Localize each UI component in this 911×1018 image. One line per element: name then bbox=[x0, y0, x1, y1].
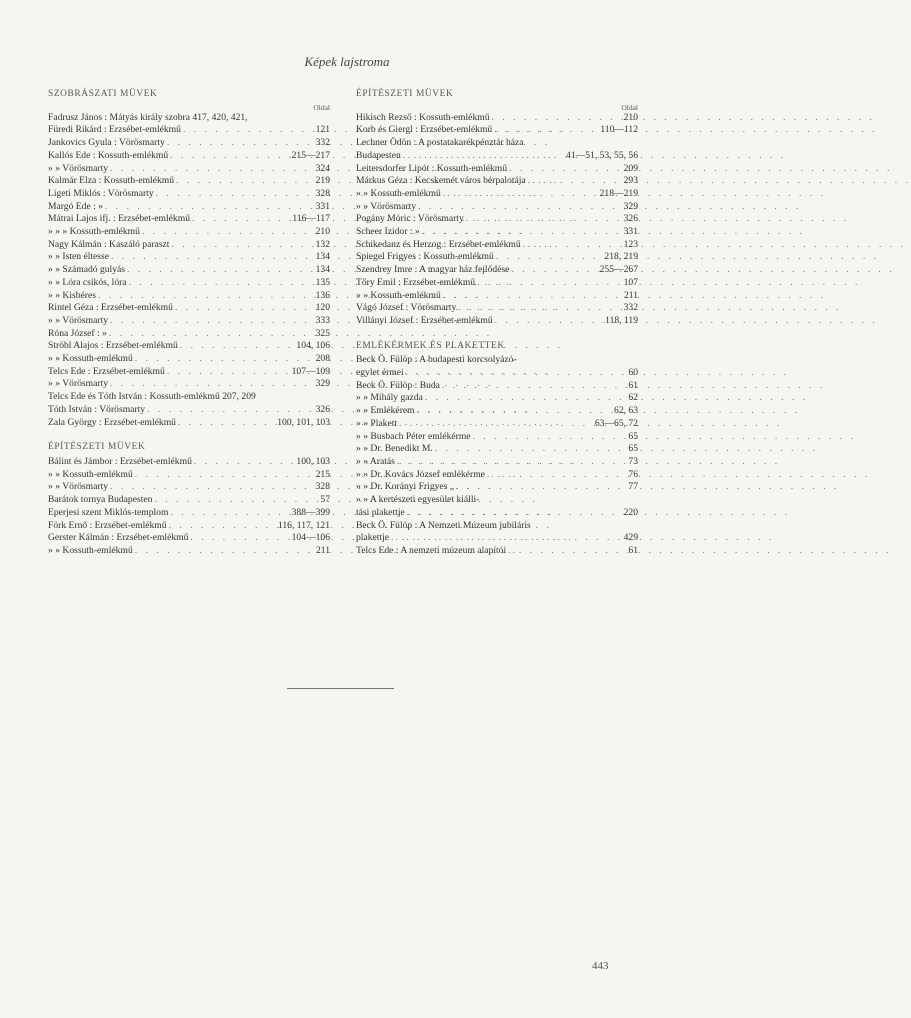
dot-leader bbox=[135, 545, 314, 558]
index-entry bbox=[356, 239, 642, 252]
entry-pages: 120 bbox=[315, 302, 330, 314]
index-entry bbox=[356, 315, 642, 328]
entry-pages: 100, 103 bbox=[296, 455, 330, 467]
entry-text: Eperjesi szent Miklós-templom bbox=[48, 506, 169, 518]
dot-leader bbox=[511, 264, 597, 277]
entry-pages: 116—117 bbox=[292, 213, 330, 225]
section-heading: SZOBRÁSZATI MÜVEK bbox=[48, 89, 158, 99]
index-entry bbox=[48, 391, 334, 404]
entry-text: Hikisch Rezső : Kossuth-emlékmű bbox=[356, 111, 490, 123]
dot-leader bbox=[456, 481, 626, 494]
entry-pages: 61 bbox=[628, 379, 638, 391]
dot-leader bbox=[528, 175, 622, 188]
dot-leader bbox=[509, 163, 622, 176]
entry-text: Ligeti Miklós : Vörösmarty bbox=[48, 187, 154, 199]
index-entry bbox=[356, 264, 642, 277]
entry-text: » » Mihály gazda bbox=[356, 392, 423, 404]
dot-leader bbox=[406, 367, 627, 380]
index-entry bbox=[356, 188, 642, 201]
entry-pages: 60 bbox=[628, 367, 638, 379]
index-entry bbox=[356, 469, 642, 482]
dot-leader bbox=[110, 315, 314, 328]
dot-leader bbox=[473, 431, 627, 444]
entry-pages: 218—219 bbox=[599, 187, 638, 199]
index-entry bbox=[356, 392, 642, 405]
entry-pages: 211 bbox=[315, 544, 330, 556]
entry-pages: 63—65, 72 bbox=[594, 417, 638, 429]
entry-text: » » Busbach Péter emlékérme bbox=[356, 430, 471, 442]
entry-text: Leitersdorfer Lipót : Kossuth-emlékmű bbox=[356, 162, 508, 174]
entry-text: » » Vörösmarty bbox=[48, 162, 109, 174]
index-entry bbox=[48, 481, 334, 494]
dot-leader bbox=[110, 378, 314, 391]
dot-leader bbox=[156, 188, 314, 201]
index-entry bbox=[48, 315, 334, 328]
entry-pages: 61 bbox=[628, 544, 638, 556]
entry-pages: 255—267 bbox=[599, 264, 638, 276]
entry-pages: 326 bbox=[623, 213, 638, 225]
page-number: 443 bbox=[592, 960, 609, 972]
index-entry bbox=[48, 532, 334, 545]
entry-text: » » Aratás bbox=[356, 455, 395, 467]
entry-pages: 136 bbox=[315, 289, 330, 301]
entry-text: » » Kossuth-emlékmű bbox=[48, 353, 133, 365]
entry-text: » » Vörösmarty bbox=[48, 378, 109, 390]
index-entry bbox=[356, 290, 642, 303]
entry-pages: 121 bbox=[315, 124, 330, 136]
dot-leader bbox=[167, 137, 314, 150]
entry-text: Rintel Géza : Erzsébet-emlékmű bbox=[48, 302, 173, 314]
entry-text: Margó Ede : » bbox=[48, 200, 103, 212]
index-entry bbox=[356, 277, 642, 290]
entry-pages: 116, 117, 121 bbox=[277, 519, 330, 531]
index-entry bbox=[356, 226, 642, 239]
entry-text: Gerster Kálmán : Erzsébet-emlékmű bbox=[48, 532, 189, 544]
entry-text: » » Dr. Kovács József emlékérme bbox=[356, 468, 485, 480]
entry-text: Mátrai Lajos ifj. : Erzsébet-emlékmű bbox=[48, 213, 190, 225]
entry-text: Róna József : » bbox=[48, 327, 107, 339]
entry-pages: 65 bbox=[628, 430, 638, 442]
entry-text: » » Kossuth-emlékmű bbox=[356, 187, 441, 199]
index-entry bbox=[356, 354, 642, 367]
entry-text: » » Kossuth-emlékmű bbox=[356, 289, 441, 301]
index-entry bbox=[48, 239, 334, 252]
entry-pages: 134 bbox=[315, 251, 330, 263]
entry-text: Telcs Ede : A nemzeti múzeum alapítói bbox=[356, 544, 507, 556]
index-entry bbox=[356, 150, 642, 163]
index-entry bbox=[48, 264, 334, 277]
dot-leader bbox=[194, 456, 295, 469]
entry-pages: 118, 119 bbox=[605, 314, 638, 326]
dot-leader bbox=[127, 264, 314, 277]
dot-leader bbox=[495, 315, 604, 328]
entry-pages: 62, 63 bbox=[614, 405, 638, 417]
section-heading: EMLÉKÉRMEK ÉS PLAKETTEK bbox=[356, 340, 505, 351]
entry-text: egylet érmei bbox=[356, 367, 404, 379]
entry-text: Szendrey Imre : A magyar ház fejlődése bbox=[356, 264, 510, 276]
dot-leader bbox=[391, 532, 622, 545]
entry-pages: 211 bbox=[623, 289, 638, 301]
entry-text: » » Vörösmarty bbox=[48, 481, 109, 493]
entry-pages: 73 bbox=[628, 455, 638, 467]
dot-leader bbox=[171, 239, 313, 252]
dot-leader bbox=[477, 277, 622, 290]
entry-text: tási plakettje bbox=[356, 506, 405, 518]
dot-leader bbox=[110, 163, 314, 176]
entry-pages: 329 bbox=[315, 378, 330, 390]
index-section bbox=[48, 441, 334, 557]
entry-pages: 107 bbox=[623, 276, 638, 288]
section-heading: ÉPÍTÉSZETI MÜVEK bbox=[48, 442, 146, 453]
page-title: Képek lajstroma bbox=[304, 54, 390, 69]
index-entry bbox=[48, 201, 334, 214]
entry-pages: 104, 106 bbox=[296, 340, 330, 352]
entry-text: Nagy Kálmán : Kaszáló paraszt bbox=[48, 238, 170, 250]
index-entry bbox=[356, 532, 642, 545]
index-entry bbox=[356, 124, 642, 137]
right-column bbox=[356, 88, 642, 570]
entry-pages: 220 bbox=[623, 506, 638, 518]
entry-pages: 134 bbox=[315, 264, 330, 276]
entry-pages: 333 bbox=[315, 314, 330, 326]
entry-text: Budapesten bbox=[356, 149, 401, 161]
index-entry bbox=[48, 213, 334, 226]
index-entry bbox=[48, 469, 334, 482]
index-entry bbox=[48, 226, 334, 239]
entry-text: Tóth István : Vörösmarty bbox=[48, 403, 146, 415]
entry-pages: 331 bbox=[315, 200, 330, 212]
entry-text: » » Kossuth-emlékmű bbox=[48, 468, 133, 480]
index-section bbox=[356, 88, 642, 328]
dot-leader bbox=[183, 124, 314, 137]
entry-text: Barátok tornya Budapesten bbox=[48, 494, 153, 506]
entry-text: Telcs Ede és Tóth István : Kossuth-emlékmű 207, 209 bbox=[48, 391, 256, 403]
entry-text: » » Lóra csikós, lóra bbox=[48, 276, 127, 288]
entry-pages: 107—109 bbox=[291, 365, 330, 377]
index-section bbox=[356, 340, 642, 558]
dot-leader bbox=[399, 418, 593, 431]
dot-leader bbox=[492, 112, 622, 125]
entry-text: » » A kertészeti egyesület kiálli- bbox=[356, 494, 480, 506]
entry-pages: 77 bbox=[628, 481, 638, 493]
dot-leader bbox=[190, 532, 289, 545]
dot-leader bbox=[180, 340, 295, 353]
dot-leader bbox=[111, 251, 314, 264]
entry-pages: 208 bbox=[315, 353, 330, 365]
index-entry bbox=[48, 520, 334, 533]
entry-text: » » Emlékérem bbox=[356, 405, 415, 417]
dot-leader bbox=[417, 405, 612, 418]
entry-pages: 57 bbox=[320, 494, 330, 506]
dot-leader bbox=[443, 188, 598, 201]
index-entry bbox=[356, 443, 642, 456]
entry-text: Beck Ö. Fülöp : A Nemzeti Múzeum jubiláris bbox=[356, 519, 531, 531]
dot-leader bbox=[170, 507, 289, 520]
dot-leader bbox=[167, 366, 290, 379]
entry-text: » » Dr. Korányi Frigyes „ bbox=[356, 481, 455, 493]
entry-text: » » » Kossuth-emlékmű bbox=[48, 226, 140, 238]
entry-text: Vágó József : Vörösmarty bbox=[356, 302, 457, 314]
entry-text: Kallós Ede : Kossuth-emlékmű bbox=[48, 149, 169, 161]
entry-text: Spiegel Frigyes : Kossuth-emlékmű bbox=[356, 251, 494, 263]
entry-text: Bálint és Jámbor : Erzsébet-emlékmű bbox=[48, 455, 192, 467]
index-entry bbox=[48, 404, 334, 417]
index-entry bbox=[48, 328, 334, 341]
entry-text: plakettje bbox=[356, 532, 390, 544]
index-entry bbox=[48, 302, 334, 315]
entry-pages: 328 bbox=[315, 187, 330, 199]
entry-pages: 331 bbox=[623, 226, 638, 238]
entry-pages: 215 bbox=[315, 468, 330, 480]
entry-pages: 76 bbox=[628, 468, 638, 480]
index-entry bbox=[356, 137, 642, 150]
index-entry bbox=[356, 302, 642, 315]
index-entry bbox=[356, 494, 642, 507]
entry-text: » » Isten éltesse bbox=[48, 251, 110, 263]
index-entry bbox=[48, 175, 334, 188]
entry-text: Fadrusz János : Mátyás király szobra 417, 420, 421, bbox=[48, 111, 248, 123]
entry-pages: 326 bbox=[315, 403, 330, 415]
entry-pages: 219 bbox=[315, 175, 330, 187]
dot-leader bbox=[192, 213, 290, 226]
entry-pages: 135 bbox=[315, 276, 330, 288]
index-entry bbox=[356, 251, 642, 264]
dot-leader bbox=[142, 226, 314, 239]
closing-rule bbox=[287, 688, 394, 689]
entry-pages: 209 bbox=[623, 162, 638, 174]
index-entry bbox=[48, 417, 334, 430]
dot-leader bbox=[397, 456, 627, 469]
entry-pages: 62 bbox=[628, 392, 638, 404]
dot-leader bbox=[422, 226, 622, 239]
entry-pages: 132 bbox=[315, 238, 330, 250]
index-entry bbox=[356, 112, 642, 125]
index-entry bbox=[356, 456, 642, 469]
entry-text: Korb és Giergl : Erzsébet-emlékmű bbox=[356, 124, 493, 136]
dot-leader bbox=[178, 417, 275, 430]
index-entry bbox=[48, 188, 334, 201]
index-entry bbox=[356, 507, 642, 520]
index-entry bbox=[356, 545, 642, 558]
index-entry bbox=[48, 494, 334, 507]
dot-leader bbox=[508, 545, 626, 558]
index-entry bbox=[48, 353, 334, 366]
dot-leader bbox=[154, 494, 318, 507]
dot-leader bbox=[129, 277, 314, 290]
dot-leader bbox=[443, 290, 622, 303]
index-entry bbox=[48, 277, 334, 290]
entry-text: Lechner Ödön : A postatakarékpénztár háza bbox=[356, 137, 524, 149]
entry-pages: 41—51, 53, 55, 56 bbox=[566, 149, 638, 161]
entry-pages: 123 bbox=[623, 238, 638, 250]
dot-leader bbox=[109, 328, 314, 341]
entry-pages: 100, 101, 103 bbox=[277, 416, 330, 428]
dot-leader bbox=[135, 353, 314, 366]
entry-text: Scheer Izidor : » bbox=[356, 226, 420, 238]
dot-leader bbox=[523, 239, 622, 252]
dot-leader bbox=[487, 469, 626, 482]
dot-leader bbox=[435, 443, 627, 456]
entry-text: Füredi Rikárd : Erzsébet-emlékmű bbox=[48, 124, 181, 136]
index-entry bbox=[48, 340, 334, 353]
entry-text: Ströbl Alajos : Erzsébet-emlékmű bbox=[48, 340, 178, 352]
index-entry bbox=[48, 150, 334, 163]
dot-leader bbox=[98, 290, 314, 303]
entry-pages: 110—112 bbox=[600, 124, 638, 136]
entry-text: Villányi József : Erzsébet-emlékmű bbox=[356, 314, 493, 326]
entry-pages: 293 bbox=[623, 175, 638, 187]
entry-pages: 210 bbox=[315, 226, 330, 238]
entry-pages: 429 bbox=[623, 532, 638, 544]
index-entry bbox=[48, 163, 334, 176]
entry-text: » » Vörösmarty bbox=[356, 200, 417, 212]
entry-pages: 332 bbox=[623, 302, 638, 314]
index-entry bbox=[356, 431, 642, 444]
dot-leader bbox=[147, 404, 314, 417]
entry-text: Jankovics Gyula : Vörösmarty bbox=[48, 137, 165, 149]
entry-text: » » Kossuth-emlékmű bbox=[48, 544, 133, 556]
dot-leader bbox=[407, 507, 622, 520]
entry-text: Telcs Ede : Erzsébet-emlékmű bbox=[48, 365, 165, 377]
entry-pages: 329 bbox=[623, 200, 638, 212]
entry-text: Förk Ernő : Erzsébet-emlékmű bbox=[48, 519, 167, 531]
index-entry bbox=[48, 112, 334, 125]
index-entry bbox=[356, 163, 642, 176]
index-entry bbox=[356, 520, 642, 533]
entry-pages: 210 bbox=[623, 111, 638, 123]
section-heading: ÉPÍTÉSZETI MÜVEK bbox=[356, 89, 454, 99]
entry-text: Kalmár Elza : Kossuth-emlékmű bbox=[48, 175, 175, 187]
index-entry bbox=[356, 481, 642, 494]
index-entry bbox=[356, 380, 642, 393]
entry-text: » » Vörösmarty bbox=[48, 314, 109, 326]
entry-pages: 215—217 bbox=[291, 149, 330, 161]
page-column-label: Oldal bbox=[313, 102, 330, 112]
dot-leader bbox=[135, 469, 314, 482]
entry-pages: 325 bbox=[315, 327, 330, 339]
index-entry bbox=[48, 378, 334, 391]
index-entry bbox=[48, 545, 334, 558]
index-entry bbox=[48, 507, 334, 520]
dot-leader bbox=[466, 213, 622, 226]
index-entry bbox=[48, 251, 334, 264]
entry-text: Schikedanz és Herzog : Erzsébet-emlékmű bbox=[356, 238, 521, 250]
entry-pages: 104—106 bbox=[291, 532, 330, 544]
entry-text: » » Plakett bbox=[356, 417, 398, 429]
entry-text: » » Dr. Benedikt M. bbox=[356, 443, 433, 455]
entry-text: Márkus Géza : Kecskemét város bérpalotája bbox=[356, 175, 526, 187]
dot-leader bbox=[110, 481, 314, 494]
index-entry bbox=[356, 367, 642, 380]
entry-pages: 65 bbox=[628, 443, 638, 455]
entry-pages: 218, 219 bbox=[604, 251, 638, 263]
entry-text: » » Számadó gulyás bbox=[48, 264, 126, 276]
entry-text: Beck Ö. Fülöp : Buda bbox=[356, 379, 440, 391]
dot-leader bbox=[105, 201, 314, 214]
dot-leader bbox=[458, 302, 621, 315]
index-entry bbox=[356, 201, 642, 214]
dot-leader bbox=[425, 392, 627, 405]
entry-pages: 324 bbox=[315, 162, 330, 174]
dot-leader bbox=[176, 175, 314, 188]
entry-pages: 332 bbox=[315, 137, 330, 149]
index-entry bbox=[48, 290, 334, 303]
dot-leader bbox=[494, 124, 598, 137]
entry-text: Beck Ö. Fülöp : A budapesti korcsolyázó- bbox=[356, 354, 517, 366]
dot-leader bbox=[496, 251, 603, 264]
index-entry bbox=[48, 366, 334, 379]
entry-pages: 328 bbox=[315, 481, 330, 493]
index-entry bbox=[48, 137, 334, 150]
index-entry bbox=[356, 175, 642, 188]
index-entry bbox=[356, 405, 642, 418]
entry-text: » » Kisbéres bbox=[48, 289, 96, 301]
dot-leader bbox=[170, 150, 289, 163]
index-entry bbox=[48, 124, 334, 137]
dot-leader bbox=[418, 201, 622, 214]
entry-text: Zala György : Erzsébet-emlékmű bbox=[48, 416, 176, 428]
entry-text: Pogány Móric : Vörösmarty bbox=[356, 213, 464, 225]
index-section bbox=[48, 88, 334, 429]
dot-leader bbox=[403, 150, 564, 163]
page-column-label: Oldal bbox=[621, 102, 638, 112]
dot-leader bbox=[175, 302, 314, 315]
index-entry bbox=[356, 213, 642, 226]
entry-pages: 388—399 bbox=[291, 506, 330, 518]
index-entry bbox=[48, 456, 334, 469]
dot-leader bbox=[442, 380, 626, 393]
dot-leader bbox=[169, 520, 276, 533]
left-column bbox=[48, 88, 334, 570]
entry-text: Tőry Emil : Erzsébet-emlékmű bbox=[356, 276, 476, 288]
index-entry bbox=[356, 418, 642, 431]
